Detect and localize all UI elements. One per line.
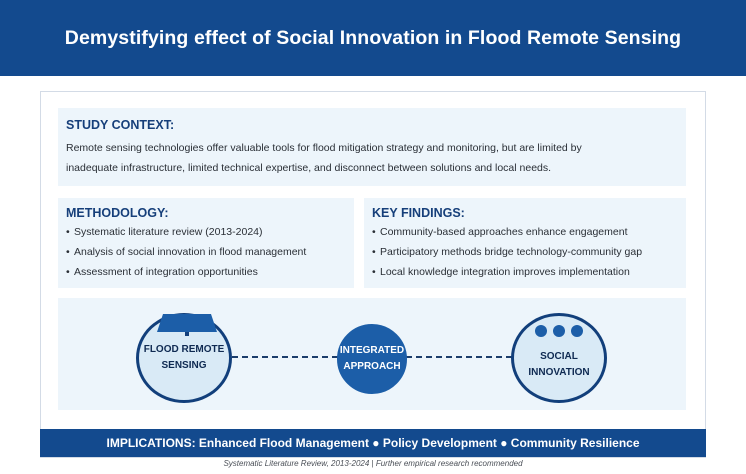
page-title: Demystifying effect of Social Innovation in Flood Remote Sensing xyxy=(64,26,682,49)
bullet-icon: • xyxy=(372,266,376,278)
node-label-line: INTEGRATED xyxy=(339,345,405,356)
bullet-icon: • xyxy=(66,226,70,238)
list-item xyxy=(372,222,642,242)
source-caption: Systematic Literature Review, 2013-2024 | Further empirical research recommended xyxy=(223,459,523,468)
key-finding-item: Local knowledge integration improves implementation xyxy=(380,266,630,278)
node-label-line: SENSING xyxy=(161,360,207,371)
study-context-heading: STUDY CONTEXT: xyxy=(66,118,175,132)
study-context-text xyxy=(66,138,666,178)
methodology-panel xyxy=(58,198,354,288)
list-item xyxy=(66,222,306,242)
key-finding-item: Participatory methods bridge technology-community gap xyxy=(380,246,643,258)
bullet-icon: • xyxy=(66,246,70,258)
key-findings-heading: KEY FINDINGS: xyxy=(372,206,465,220)
satellite-dish-icon xyxy=(157,312,217,336)
title-banner xyxy=(0,0,746,76)
bullet-icon: • xyxy=(372,246,376,258)
key-findings-list xyxy=(372,222,642,282)
bullet-icon: • xyxy=(66,266,70,278)
study-context-line-2: inadequate infrastructure, limited technical expertise, and disconnect between solutions and local needs. xyxy=(66,162,552,174)
methodology-item: Assessment of integration opportunities xyxy=(74,266,258,278)
node-label-line: APPROACH xyxy=(343,361,401,372)
methodology-item: Systematic literature review (2013-2024) xyxy=(74,226,263,238)
list-item xyxy=(372,242,642,262)
key-finding-item: Community-based approaches enhance engagement xyxy=(380,226,628,238)
bullet-icon: • xyxy=(372,226,376,238)
study-context-panel xyxy=(58,108,686,186)
key-findings-panel xyxy=(364,198,686,288)
methodology-item: Analysis of social innovation in flood management xyxy=(74,246,307,258)
implications-bar xyxy=(40,429,706,457)
methodology-list xyxy=(66,222,306,282)
methodology-heading: METHODOLOGY: xyxy=(66,206,169,220)
study-context-line-1: Remote sensing technologies offer valuable tools for flood mitigation strategy and monitoring, but are limited by xyxy=(66,142,582,154)
people-dots-icon xyxy=(534,324,584,338)
node-label-line: INNOVATION xyxy=(528,367,590,378)
list-item xyxy=(66,242,306,262)
connector-left xyxy=(232,356,338,358)
integrated-approach-node xyxy=(337,324,407,394)
node-label-line: SOCIAL xyxy=(540,351,578,362)
list-item xyxy=(66,262,306,282)
implications-text: IMPLICATIONS: Enhanced Flood Management ● Policy Development ● Community Resilience xyxy=(106,436,640,450)
node-label-line: FLOOD REMOTE xyxy=(143,344,225,355)
connector-right xyxy=(406,356,512,358)
list-item xyxy=(372,262,642,282)
